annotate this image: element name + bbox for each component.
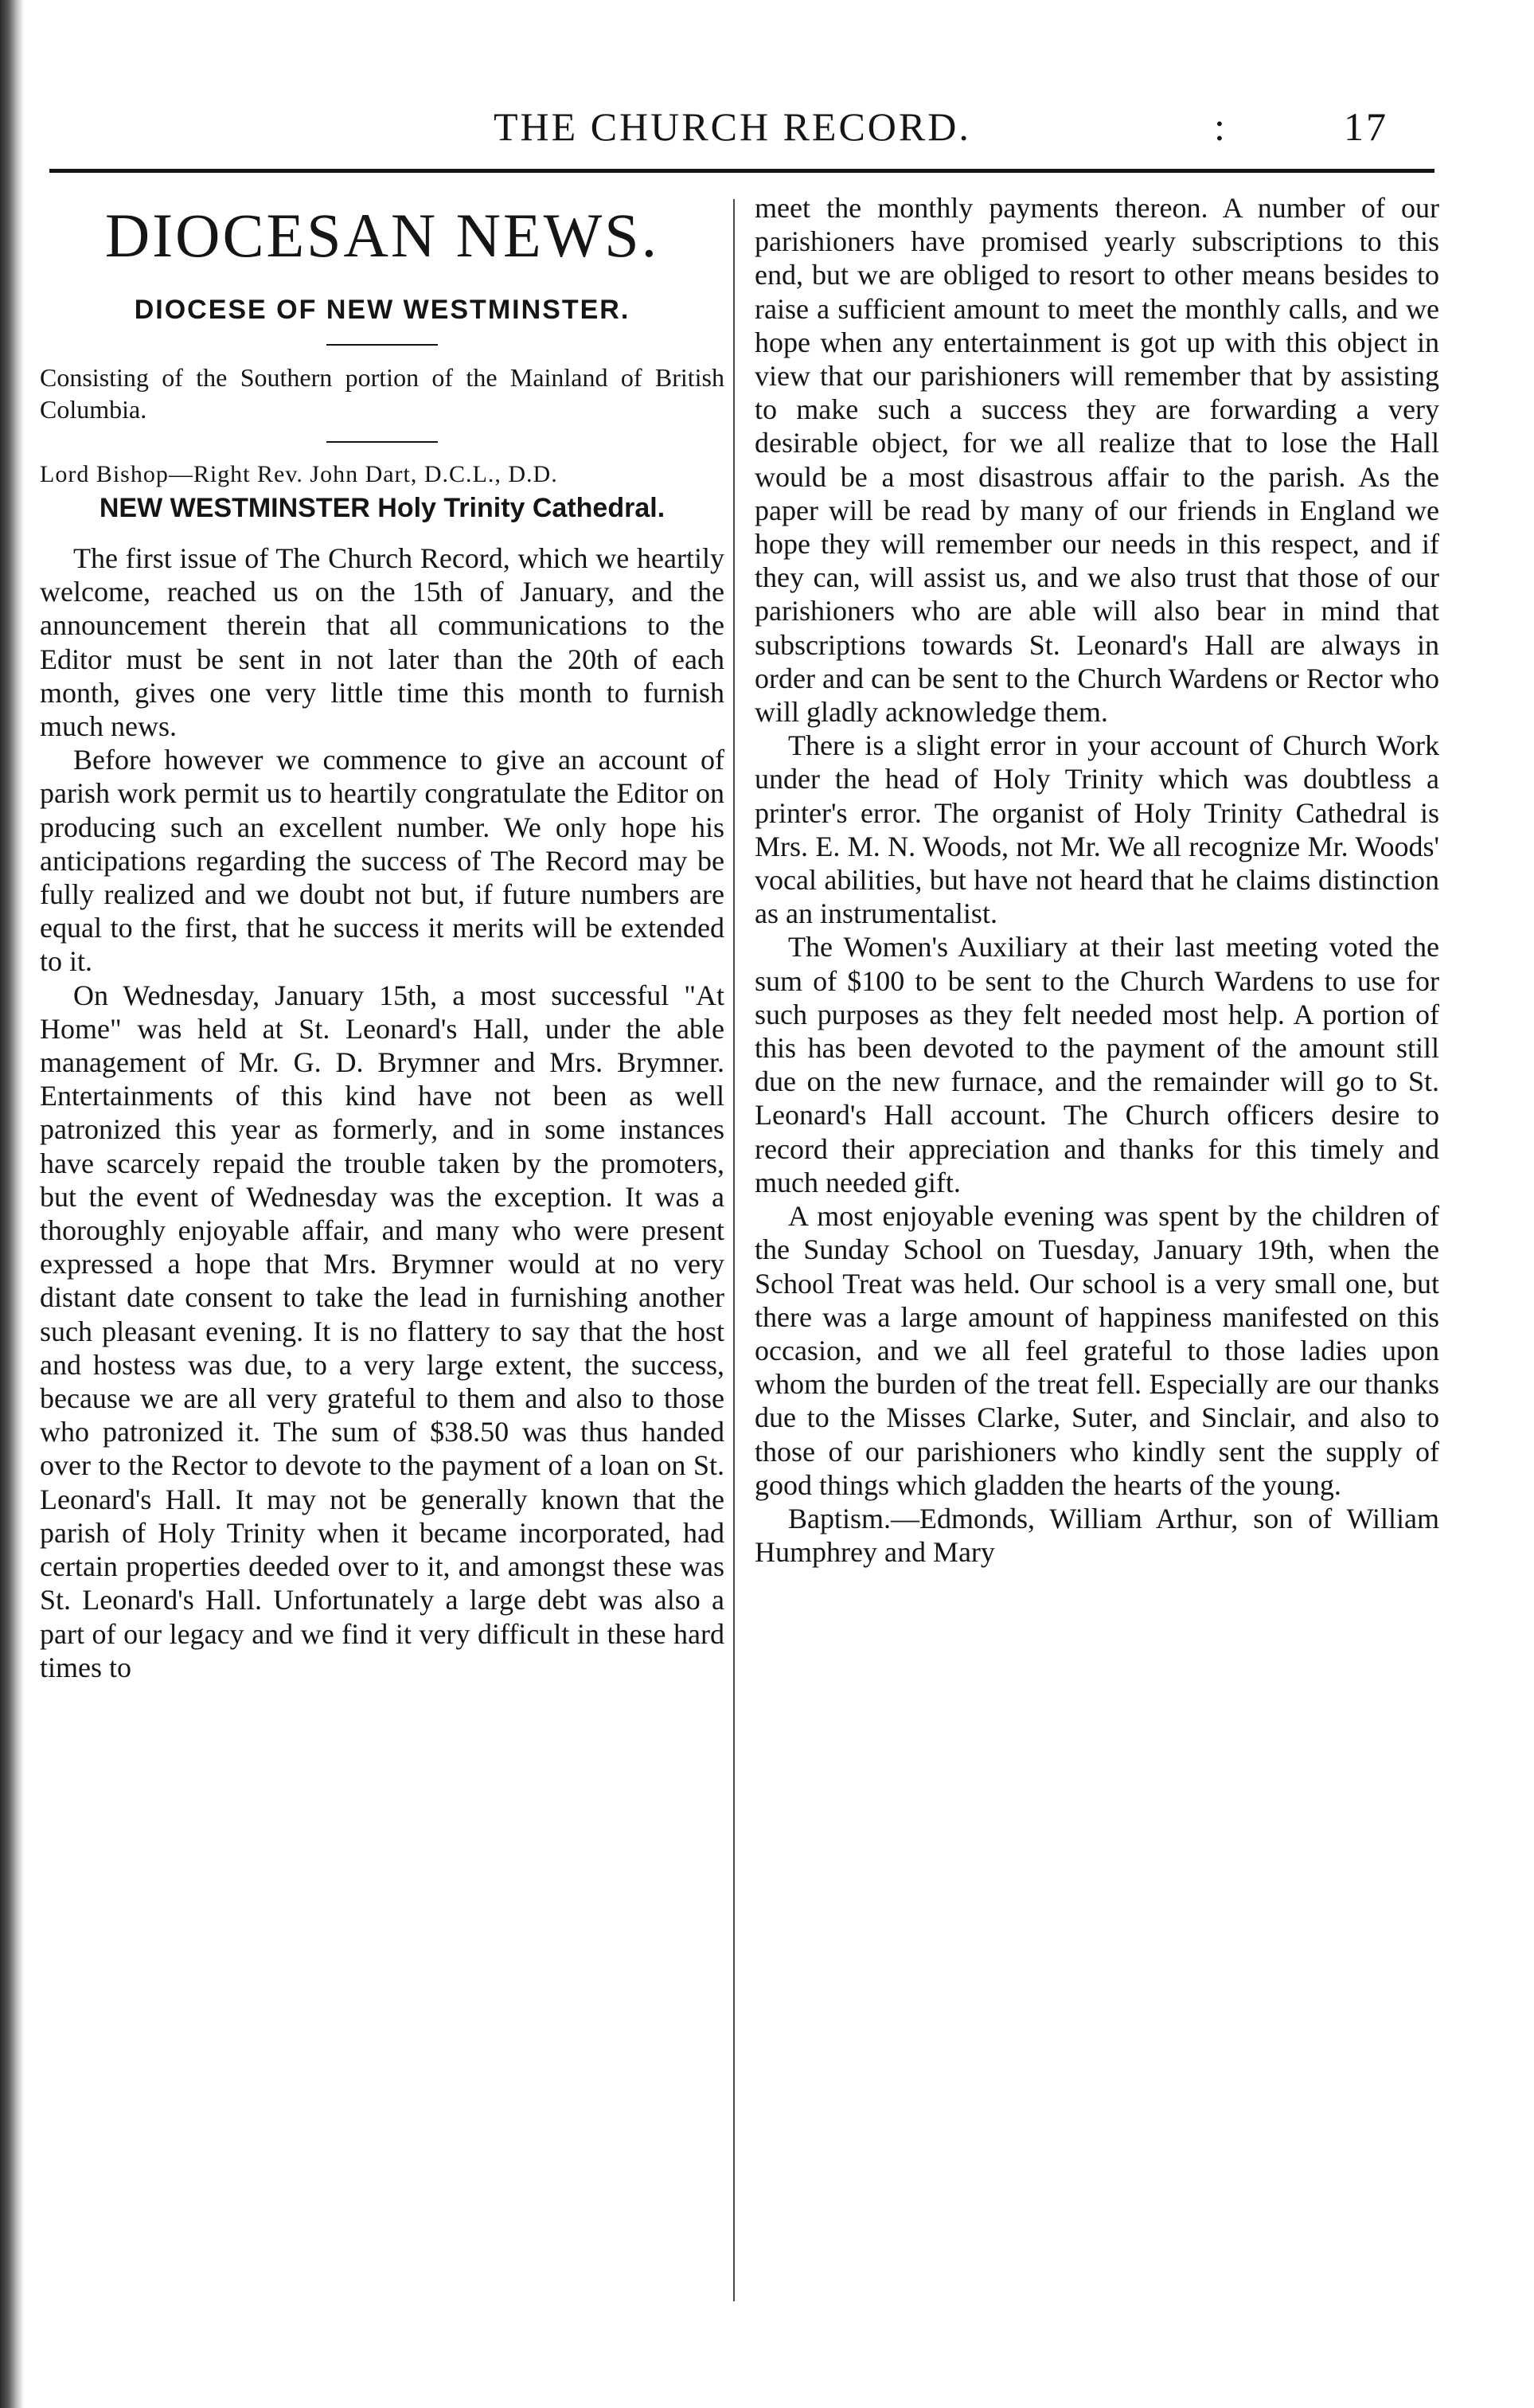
- header-separator: :: [1214, 104, 1228, 149]
- short-rule: [326, 344, 438, 346]
- page-binding-edge: [0, 0, 24, 2408]
- article-paragraph: A most enjoyable evening was spent by the children of the Sunday School on Tuesday, January 19th, when the School Treat was held. Our school is a very small one, but there was a large amount of happiness manifested on this occasion, and we all feel grateful to those ladies upon whom the burden of the treat fell. Especially are our thanks due to the Misses Clarke, Suter, and Sinclair, and also to those of our parishioners who kindly sent the supply of good things which gladden the hearts of the young.: [755, 1200, 1439, 1501]
- diocese-description: Consisting of the Southern portion of the Mainland of British Columbia.: [40, 363, 724, 424]
- publication-title: THE CHURCH RECORD.: [494, 104, 971, 149]
- page-number: 17: [1344, 104, 1388, 149]
- left-column: [40, 191, 724, 2333]
- bishop-line: Lord Bishop—Right Rev. John Dart, D.C.L., D.D.: [40, 461, 558, 487]
- short-rule: [326, 441, 438, 443]
- running-head: [494, 94, 1433, 158]
- article-paragraph: Before however we commence to give an account of parish work permit us to heartily congratulate the Editor on producing such an excellent number. We only hope his anticipations regarding the success of The Record may be fully realized and we doubt not but, if future numbers are equal to the first, that he success it merits will be extended to it.: [40, 744, 724, 978]
- article-paragraph: The first issue of The Church Record, which we heartily welcome, reached us on the 15th of January, and the announcement therein that all communications to the Editor must be sent in not later than the 20th of each month, gives one very little time this month to furnish much news.: [40, 542, 724, 743]
- article-paragraph: There is a slight error in your account of Church Work under the head of Holy Trinity which was doubtless a printer's error. The organist of Holy Trinity Cathedral is Mrs. E. M. N. Woods, not Mr. We all recognize Mr. Woods' vocal abilities, but have not heard that he claims distinction as an instrumentalist.: [755, 729, 1439, 930]
- right-column: [755, 191, 1439, 2333]
- article-paragraph: The Women's Auxiliary at their last meeting voted the sum of $100 to be sent to the Church Wardens to use for such purposes as they felt needed most help. A portion of this has been devoted to the payment of the amount still due on the new furnace, and the remainder will go to St. Leonard's Hall account. The Church officers desire to record their appreciation and thanks for this timely and much needed gift.: [755, 931, 1439, 1198]
- article-paragraph: On Wednesday, January 15th, a most successful "At Home" was held at St. Leonard's Hall, under the able management of Mr. G. D. Brymner and Mrs. Brymner. Entertainments of this kind have not been as well patronized this year as formerly, and in some instances have scarcely repaid the trouble taken by the promoters, but the event of Wednesday was the exception. It was a thoroughly enjoyable affair, and many who were present expressed a hope that Mrs. Brymner would at no very distant date consent to take the lead in furnishing another such pleasant evening. It is no flattery to say that the host and hostess was due, to a very large extent, the success, because we are all very grateful to them and also to those who patronized it. The sum of $38.50 was thus handed over to the Rector to devote to the payment of a loan on St. Leonard's Hall. It may not be generally known that the parish of Holy Trinity when it became incorporated, had certain properties deeded over to it, and amongst these was St. Leonard's Hall. Unfortunately a large debt was also a part of our legacy and we find it very difficult in these hard times to: [40, 979, 724, 1683]
- header-rule: [49, 169, 1434, 173]
- column-divider: [733, 199, 735, 2301]
- parish-heading: NEW WESTMINSTER Holy Trinity Cathedral.: [99, 493, 666, 523]
- section-title: DIOCESAN NEWS.: [104, 201, 660, 270]
- baptism-notice: Baptism.—Edmonds, William Arthur, son of William Humphrey and Mary: [755, 1502, 1439, 1569]
- diocese-heading: DIOCESE OF NEW WESTMINSTER.: [134, 295, 630, 325]
- article-paragraph: meet the monthly payments thereon. A number of our parishioners have promised yearly subscriptions to this end, but we are obliged to resort to other means besides to raise a sufficient amount to meet the monthly calls, and we hope when any entertainment is got up with this object in view that our parishioners will remember that by assisting to make such a success they are forwarding a very desirable object, for we all realize that to lose the Hall would be a most disastrous affair to the parish. As the paper will be read by many of our friends in England we hope they will remember our needs in this respect, and if they can, will assist us, and we also trust that those of our parishioners who are able will also bear in mind that subscriptions towards St. Leonard's Hall are always in order and can be sent to the Church Wardens or Rector who will gladly acknowledge them.: [755, 192, 1439, 729]
